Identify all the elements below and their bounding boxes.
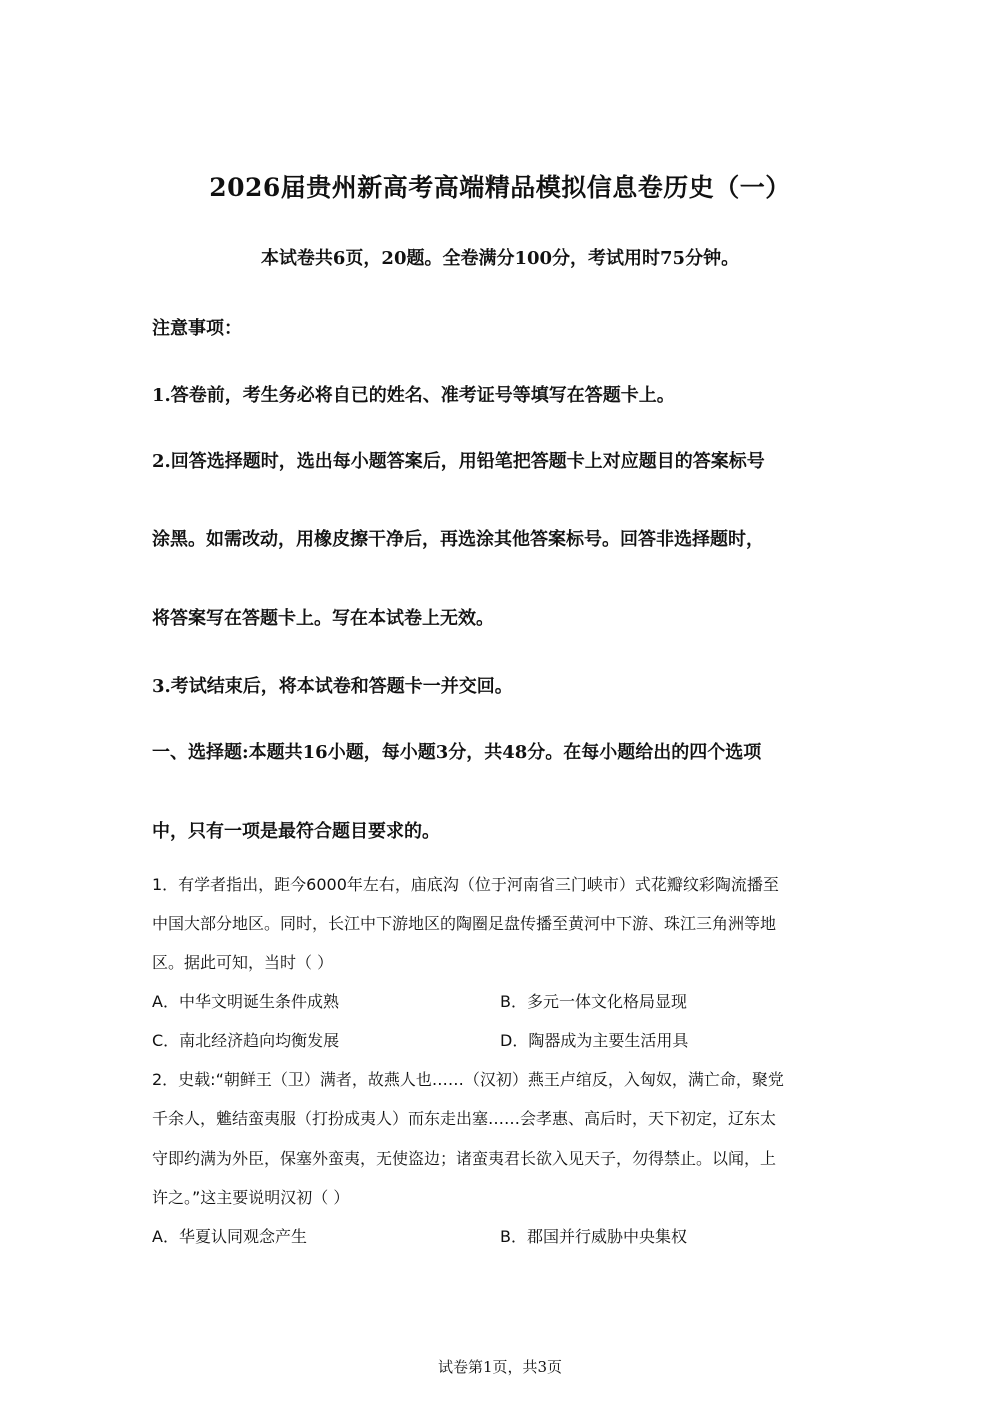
option-c: C．南北经济趋向均衡发展 <box>152 1031 340 1050</box>
question-text-line: 千余人，魋结蛮夷服（打扮成夷人）而东走出塞……会孝惠、高后时，天下初定，辽东太 <box>152 1109 777 1128</box>
page-footer: 试卷第1页，共3页 <box>437 1358 563 1376</box>
notice-line: 将答案写在答题卡上。写在本试卷上无效。 <box>152 608 494 629</box>
notice-line: 3.考试结束后，将本试卷和答题卡一并交回。 <box>152 676 513 697</box>
notice-line: 涂黑。如需改动，用橡皮擦干净后，再选涂其他答案标号。回答非选择题时， <box>152 529 764 550</box>
option-a: A．中华文明诞生条件成熟 <box>152 992 339 1011</box>
section-heading-line: 一、选择题:本题共16小题，每小题3分，共48分。在每小题给出的四个选项 <box>152 742 762 763</box>
question-text-line: 2．史载:“朝鲜王（卫）满者，故燕人也……（汉初）燕王卢绾反，入匈奴，满亡命，聚党 <box>152 1070 784 1089</box>
question-text-line: 中国大部分地区。同时，长江中下游地区的陶圈足盘传播至黄河中下游、珠江三角洲等地 <box>152 914 777 933</box>
option-d: D．陶器成为主要生活用具 <box>500 1031 689 1050</box>
question-text-line: 1．有学者指出，距今6000年左右，庙底沟（位于河南省三门峡市）式花瓣纹彩陶流播至 <box>152 875 779 894</box>
section-heading-line: 中，只有一项是最符合题目要求的。 <box>152 821 440 842</box>
notice-line: 1.答卷前，考生务必将自已的姓名、准考证号等填写在答题卡上。 <box>152 385 675 406</box>
notice-line: 2.回答选择题时，选出每小题答案后，用铅笔把答题卡上对应题目的答案标号 <box>152 451 765 472</box>
option-b: B．郡国并行威胁中央集权 <box>500 1227 687 1246</box>
exam-subtitle: 本试卷共6页，20题。全卷满分100分，考试用时75分钟。 <box>260 248 740 269</box>
question-text-line: 区。据此可知，当时（ ） <box>152 953 334 972</box>
option-b: B．多元一体文化格局显现 <box>500 992 687 1011</box>
notice-heading: 注意事项： <box>152 318 242 339</box>
exam-title: 2026届贵州新高考高端精品模拟信息卷历史（一） <box>209 173 791 202</box>
question-text-line: 守即约满为外臣，保塞外蛮夷，无使盗边；诸蛮夷君长欲入见天子，勿得禁止。以闻，上 <box>152 1149 777 1168</box>
question-text-line: 许之。”这主要说明汉初（ ） <box>152 1188 350 1207</box>
option-a: A．华夏认同观念产生 <box>152 1227 307 1246</box>
